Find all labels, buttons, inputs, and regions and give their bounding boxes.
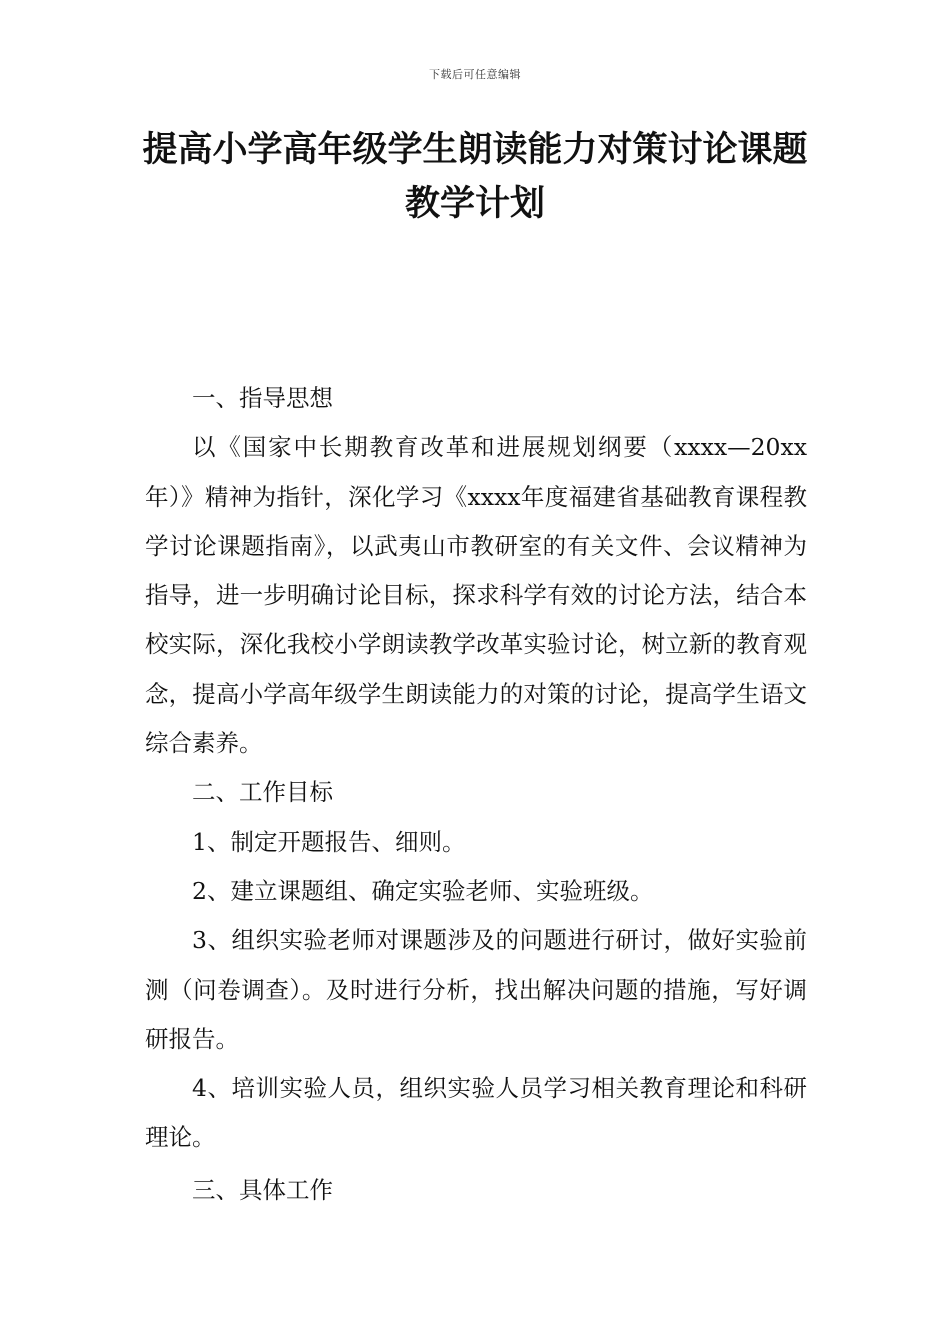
section-heading-work-goals: 二、工作目标 bbox=[192, 778, 333, 807]
document-body bbox=[145, 374, 807, 1215]
list-item-goal-1: 1、制定开题报告、细则。 bbox=[192, 827, 466, 856]
section-heading-specific-work: 三、具体工作 bbox=[192, 1175, 333, 1204]
header-note: 下载后可任意编辑 bbox=[429, 68, 521, 81]
section-heading-guiding-ideology: 一、指导思想 bbox=[192, 384, 333, 412]
list-item-goal-3: 3、组织实验老师对课题涉及的问题进行研讨，做好实验前测（问卷调查）。及时进行分析，找出解决问题的措施，写好调研报告。 bbox=[145, 926, 807, 1053]
paragraph-guiding-ideology: 以《国家中长期教育改革和进展规划纲要（xxxx—20xx年）》精神为指针，深化学习《xxxx年度福建省基础教育课程教学讨论课题指南》，以武夷山市教研室的有关文件、会议精神为指导，进一步明确讨论目标，探求科学有效的讨论方法，结合本校实际，深化我校小学朗读教学改革实验讨论，树立新的教育观念，提高小学高年级学生朗读能力的对策的讨论，提高学生语文综合素养。 bbox=[145, 433, 807, 758]
document-title: 提高小学高年级学生朗读能力对策讨论课题教学计划 bbox=[142, 130, 808, 224]
list-item-goal-2: 2、建立课题组、确定实验老师、实验班级。 bbox=[192, 876, 654, 905]
list-item-goal-4: 4、培训实验人员，组织实验人员学习相关教育理论和科研理论。 bbox=[145, 1074, 807, 1152]
